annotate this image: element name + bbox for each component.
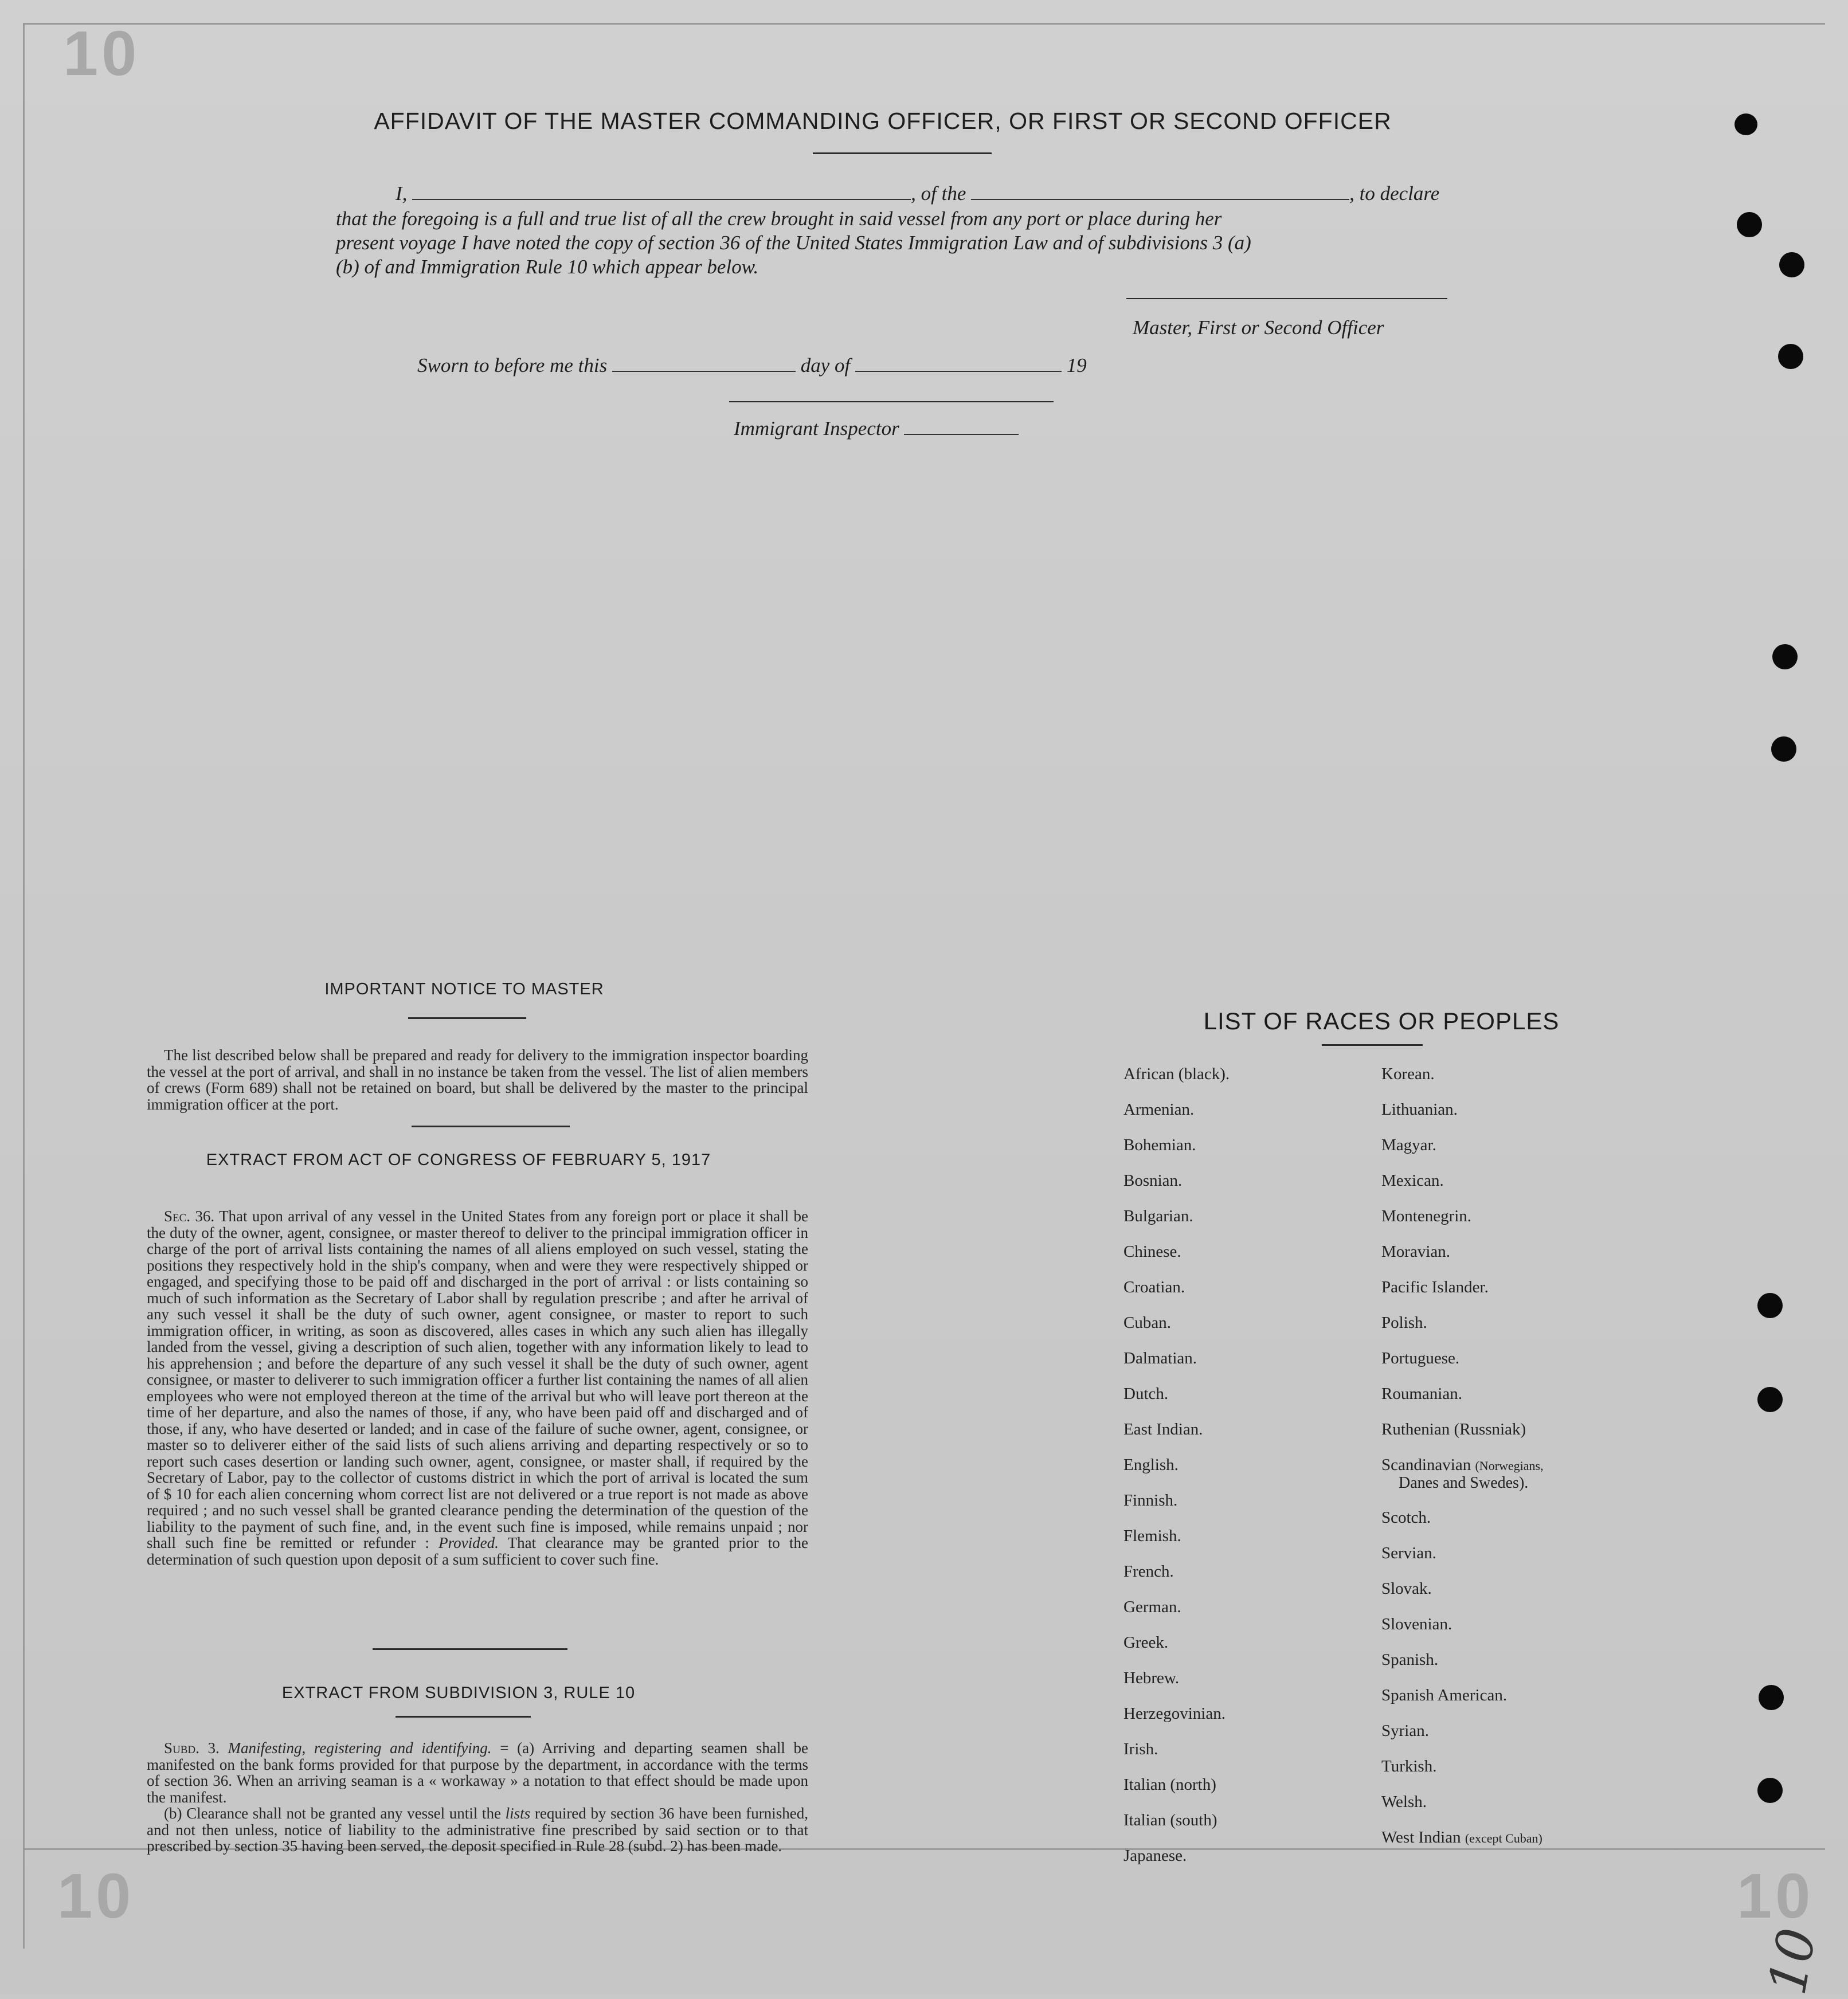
race-item: Chinese. xyxy=(1123,1242,1181,1261)
race-item: East Indian. xyxy=(1123,1420,1203,1439)
rule-subd-title: Manifesting, registering and identifying. xyxy=(228,1739,492,1757)
corner-number-top-left: 10 xyxy=(63,18,140,89)
race-item: French. xyxy=(1123,1562,1174,1581)
affidavit-line-3: present voyage I have noted the copy of section 36 of the United States Immigration Law and of subdivisions 3 (a) xyxy=(336,232,1251,254)
race-item: German. xyxy=(1123,1598,1181,1616)
binder-hole xyxy=(1772,644,1798,669)
corner-number-bottom-left: 10 xyxy=(57,1861,135,1931)
affidavit-of-the: , of the xyxy=(911,182,966,205)
notice-heading: IMPORTANT NOTICE TO MASTER xyxy=(324,980,604,998)
notice-text: The list described below shall be prepared and ready for delivery to the immigration inspector boarding the vessel at the port of arrival, and shall in no instance be taken from the vessel. The list of alien members of crews (Form 689) shall not be retained on board, but shall be delivered by the master to the principal immigration officer at the port. xyxy=(147,1046,808,1113)
rule-heading: EXTRACT FROM SUBDIVISION 3, RULE 10 xyxy=(281,1684,636,1702)
race-item: Roumanian. xyxy=(1381,1385,1462,1403)
frame-line-top xyxy=(23,23,1825,25)
race-item: Irish. xyxy=(1123,1740,1158,1758)
day-of-label: day of xyxy=(800,354,851,377)
frame-line-left xyxy=(23,23,25,1949)
race-item: Dutch. xyxy=(1123,1385,1169,1403)
affidavit-title: AFFIDAVIT OF THE MASTER COMMANDING OFFICER, OR FIRST OR SECOND OFFICER xyxy=(374,108,1392,134)
race-item: Bohemian. xyxy=(1123,1136,1196,1154)
year-prefix: 19 xyxy=(1066,354,1087,377)
binder-hole xyxy=(1778,344,1803,369)
binder-hole xyxy=(1757,1293,1783,1318)
race-item: Korean. xyxy=(1381,1065,1435,1083)
race-west-indian: West Indian xyxy=(1381,1828,1461,1847)
races-title: LIST OF RACES OR PEOPLES xyxy=(1203,1008,1560,1034)
affidavit-to-declare: , to declare xyxy=(1349,182,1440,205)
race-item: Spanish American. xyxy=(1381,1686,1508,1704)
affidavit-i: I, xyxy=(396,182,408,205)
race-item: African (black). xyxy=(1123,1065,1230,1083)
race-item: Greek. xyxy=(1123,1633,1169,1652)
handwritten-page-number: 10 xyxy=(1757,1923,1828,1999)
binder-hole xyxy=(1759,1685,1784,1710)
race-item: Lithuanian. xyxy=(1381,1100,1458,1119)
rule-body-a: = (a) Arriving and departing seamen shall be manifested on the bank forms provided for that purpose by the department, in accordance with the terms of section 36. When an arriving seaman is a « workaway » a notation to that effect should be made upon the manifest. xyxy=(147,1739,809,1806)
sworn-line xyxy=(417,354,1087,377)
binder-hole xyxy=(1735,113,1757,135)
race-item: Magyar. xyxy=(1381,1136,1436,1154)
race-item: Moravian. xyxy=(1381,1242,1450,1261)
race-item: Montenegrin. xyxy=(1381,1207,1472,1225)
race-item: Bosnian. xyxy=(1123,1171,1183,1190)
binder-hole xyxy=(1737,212,1762,237)
race-item-scandinavian xyxy=(1381,1456,1544,1475)
act-heading: EXTRACT FROM ACT OF CONGRESS OF FEBRUARY 5, 1917 xyxy=(206,1151,711,1169)
race-scandinavian-note: (Norwegians, xyxy=(1475,1459,1544,1473)
race-item: Syrian. xyxy=(1381,1722,1429,1740)
rule-body-b-pre: (b) Clearance shall not be granted any vessel until the xyxy=(164,1805,501,1822)
affidavit-line-1 xyxy=(396,182,1439,205)
act-provided: Provided. xyxy=(438,1534,499,1551)
notice-heading-rule xyxy=(408,1017,526,1019)
binder-hole xyxy=(1771,736,1796,762)
race-item: Ruthenian (Russniak) xyxy=(1381,1420,1526,1439)
rule-heading-rule xyxy=(396,1716,531,1718)
rule-body-b-post: required by section 36 have been furnished, and not then unless, notice of liability to the administrative fine prescribed by said section or to that prescribed by section 35 having been served, the deposit specified in Rule 28 (subd. 2) has been made. xyxy=(147,1805,809,1855)
race-item: Cuban. xyxy=(1123,1314,1171,1332)
race-item: Slovak. xyxy=(1381,1579,1432,1598)
race-item: Italian (south) xyxy=(1123,1811,1217,1829)
rule-body-b-lists: lists xyxy=(505,1805,531,1822)
race-item: Spanish. xyxy=(1381,1651,1439,1669)
act-body: That upon arrival of any vessel in the United States from any foreign port or place it shall be the duty of the owner, agent, consignee, or master thereof to deliver to the principal immigration officer in charge of the port of arrival lists containing the names of all aliens employed on such vessel, stating the positions they respectively hold in the ship's company, when and were they were respectively shipped or engaged, and specifying those to be paid off and discharged in the port of arrival : or lists containing so much of such information as the Secretary of Labor shall by regulation prescribe ; and after he arrival of any such vessel it shall be the duty of such owner, agent consignee, or master to report to such immigration officer, in writing, as soon as discovered, alles cases in which any such alien has illegally landed from the vessel, giving a description of such alien, together with any information likely to lead to his apprehension ; and before the departure of any such vessel it shall be the duty of such owner, agent consignee, or master to deliverer to such immigration officer a further list containing the names of all alien employees who were not employed thereon at the time of the arrival but who will leave port thereon at the time of her departure, and also the names of those, if any, who have been paid off and discharged and of those, if any, who have deserted or landed; and in case of the failure of suche owner, agent, consignee, or master so to deliverer either of the said lists of such aliens arriving and departing respectively or so to report such cases desertion or landing such owner, agent, consignee, or master shall, if required by the Secretary of Labor, pay to the collector of customs district in which the port of arrival is located the sum of $ 10 for each alien concerning whom correct list are not delivered or a true report is not made as above required ; and no such vessel shall be granted clearance pending the determination of the question of the liability to the payment of such fine, and, in the event such fine is imposed, while remains unpaid ; nor shall such fine be remitted or refunder : xyxy=(147,1208,808,1551)
inspector-label: Immigrant Inspector xyxy=(734,417,899,440)
binder-hole xyxy=(1757,1778,1783,1803)
race-item: Servian. xyxy=(1381,1544,1436,1562)
race-item: English. xyxy=(1123,1456,1179,1474)
sworn-month-blank[interactable] xyxy=(855,371,1062,372)
inspector-blank[interactable] xyxy=(904,434,1019,435)
race-item: Bulgarian. xyxy=(1123,1207,1193,1225)
race-item: Slovenian. xyxy=(1381,1615,1452,1633)
binder-hole xyxy=(1779,252,1804,277)
signature-line xyxy=(1126,298,1447,299)
sworn-day-blank[interactable] xyxy=(612,371,796,372)
race-item: Armenian. xyxy=(1123,1100,1195,1119)
rule-text-b xyxy=(147,1805,808,1855)
race-item: Flemish. xyxy=(1123,1527,1181,1545)
race-item: Pacific Islander. xyxy=(1381,1278,1489,1296)
race-scandinavian: Scandinavian xyxy=(1381,1456,1471,1474)
corner-number-bottom-right: 10 xyxy=(1737,1861,1814,1931)
act-body-end: That clearance may be granted prior to the determination of such question upon deposit of a sum sufficient to cover such fine. xyxy=(147,1534,809,1568)
sworn-prefix: Sworn to before me this xyxy=(417,354,608,377)
race-item: Polish. xyxy=(1381,1314,1427,1332)
race-item: Croatian. xyxy=(1123,1278,1185,1296)
race-item: Mexican. xyxy=(1381,1171,1444,1190)
race-item: Scotch. xyxy=(1381,1508,1431,1527)
race-item: Italian (north) xyxy=(1123,1775,1216,1794)
race-item: Dalmatian. xyxy=(1123,1349,1197,1367)
race-item: Japanese. xyxy=(1123,1847,1187,1865)
race-item: Hebrew. xyxy=(1123,1669,1180,1687)
signature-label: Master, First or Second Officer xyxy=(1133,316,1384,339)
inspector-signature-line xyxy=(729,401,1054,402)
name-blank[interactable] xyxy=(412,199,911,200)
rule-text-a xyxy=(147,1740,808,1805)
act-section-label: Sec. 36. xyxy=(164,1208,215,1225)
affidavit-line-2: that the foregoing is a full and true list of all the crew brought in said vessel from any port or place during her xyxy=(336,207,1222,230)
race-west-indian-note: (except Cuban) xyxy=(1465,1831,1542,1845)
race-item: Portuguese. xyxy=(1381,1349,1460,1367)
race-item-west-indian xyxy=(1381,1828,1542,1847)
race-item: Welsh. xyxy=(1381,1793,1427,1811)
notice-end-rule xyxy=(412,1126,570,1127)
race-item: Finnish. xyxy=(1123,1491,1178,1510)
act-text xyxy=(147,1208,808,1567)
binder-hole xyxy=(1757,1387,1783,1412)
race-item: Herzegovinian. xyxy=(1123,1704,1226,1723)
races-title-rule xyxy=(1322,1044,1423,1046)
race-scandinavian-note-2: Danes and Swedes). xyxy=(1399,1474,1529,1492)
affidavit-line-4: (b) of and Immigration Rule 10 which appear below. xyxy=(336,256,759,278)
race-item: Turkish. xyxy=(1381,1757,1437,1775)
vessel-blank[interactable] xyxy=(971,199,1349,200)
rule-subd-label: Subd. 3. xyxy=(164,1739,220,1757)
act-end-rule xyxy=(373,1648,567,1650)
inspector-line xyxy=(734,417,1019,440)
affidavit-title-rule xyxy=(813,152,992,154)
